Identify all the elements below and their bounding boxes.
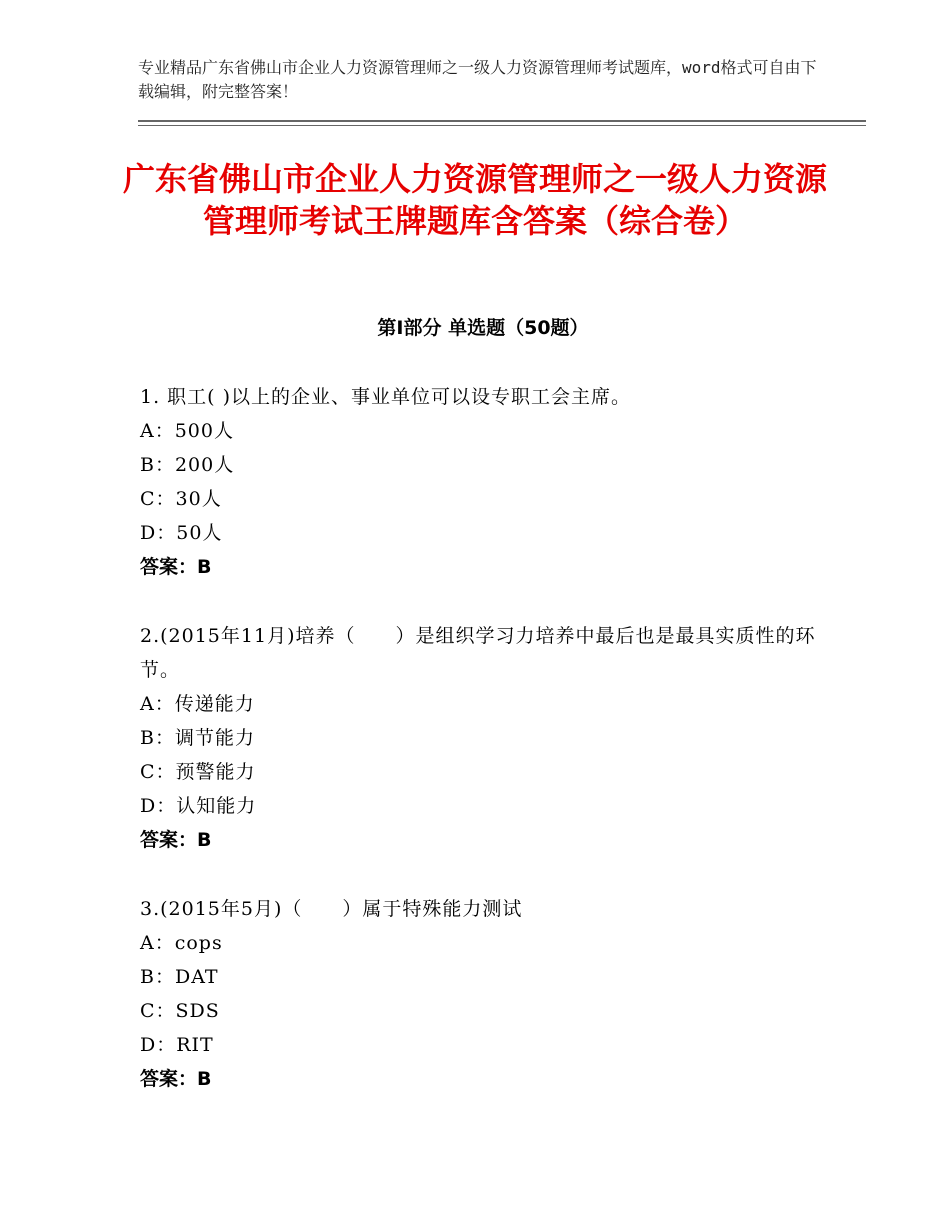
question-stem: 1. 职工( )以上的企业、事业单位可以设专职工会主席。	[140, 386, 632, 408]
question-stem: 3.(2015年5月)（ ）属于特殊能力测试	[140, 898, 523, 920]
option-d: D：认知能力	[140, 795, 257, 817]
option-c: C：30人	[140, 488, 222, 510]
page-header: 专业精品广东省佛山市企业人力资源管理师之一级人力资源管理师考试题库，word格式可自由下载编辑，附完整答案！	[138, 58, 817, 101]
option-c: C：预警能力	[140, 761, 256, 783]
document-title: 广东省佛山市企业人力资源管理师之一级人力资源管理师考试王牌题库含答案（综合卷）	[122, 160, 827, 240]
question-3	[140, 892, 830, 1096]
question-stem: 2.(2015年11月)培养（ ）是组织学习力培养中最后也是最具实质性的环节。	[140, 625, 816, 681]
option-d: D：RIT	[140, 1034, 214, 1056]
option-b: B：调节能力	[140, 727, 255, 749]
header-divider	[138, 120, 866, 126]
answer: 答案：B	[140, 1068, 212, 1090]
answer: 答案：B	[140, 556, 212, 578]
option-b: B：200人	[140, 454, 235, 476]
option-b: B：DAT	[140, 966, 219, 988]
option-c: C：SDS	[140, 1000, 220, 1022]
question-1	[140, 380, 830, 584]
option-a: A：传递能力	[140, 693, 255, 715]
option-d: D：50人	[140, 522, 223, 544]
question-2	[140, 619, 830, 857]
question-list	[140, 380, 830, 1131]
section-title: 第Ⅰ部分 单选题（50题）	[377, 317, 589, 339]
option-a: A：cops	[140, 932, 223, 954]
answer: 答案：B	[140, 829, 212, 851]
option-a: A：500人	[140, 420, 234, 442]
